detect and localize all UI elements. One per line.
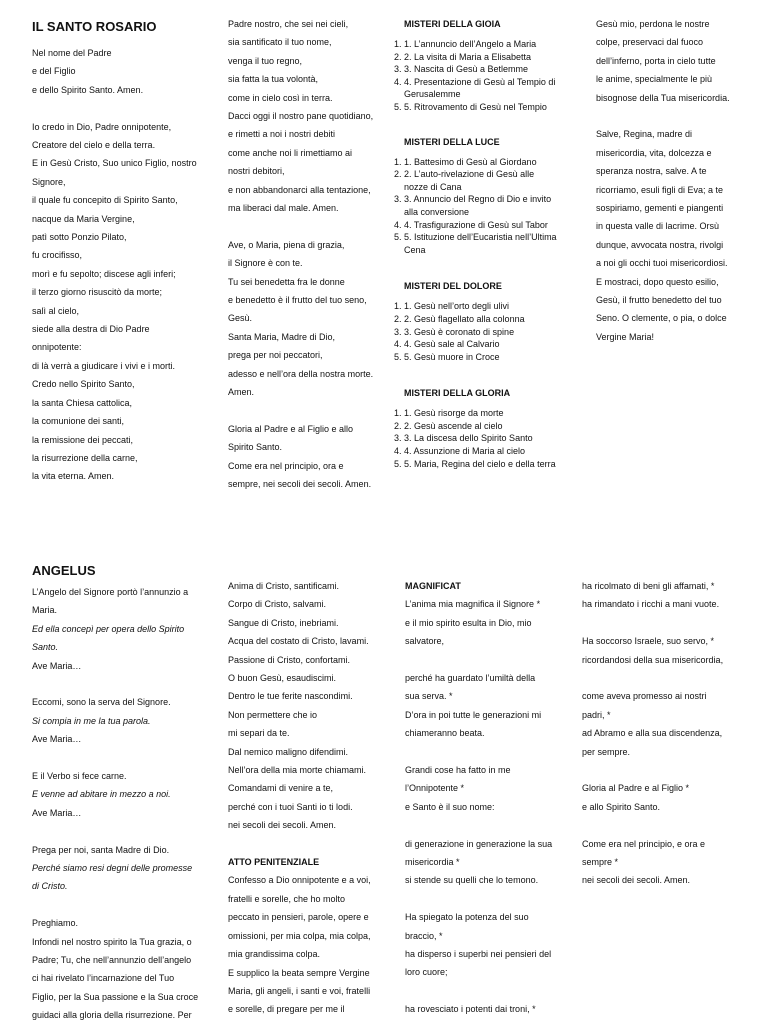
angelus-title: ANGELUS [32, 563, 96, 578]
list-item: 5. 5. Istituzione dell’Eucaristia nell’Ultima Cena [404, 231, 558, 256]
list-item: 2. 2. La visita di Maria a Elisabetta [404, 51, 558, 64]
angelus-col-1 [32, 562, 222, 1025]
angelus-col-3 [405, 577, 570, 1019]
misteri-gioia: MISTERI DELLA GIOIA 1. 1. L’annuncio dell’Angelo a Maria 2. 2. La visita di Maria a Elisabetta 3. 3. Nascita di Gesù a Betlemme 4. 4. Presentazione di Gesù al Tempio di Gerusalemme 5. 5. Ritrovamento di Gesù nel Tempio [386, 18, 558, 114]
angelus-text: L’Angelo del Signore portò l’annunzio a Maria. Ed ella concepì per opera dello Spirito Santo. Ave Maria… Eccomi, sono la serva del Signore. Si compia in me la tua parola. Ave Maria… E il Verbo si fece carne. E venne ad abitare in mezzo a noi. Ave Maria… Prega per noi, santa Madre di Dio. Perché siamo resi degni delle promesse di Cristo. Preghiamo. Infondi nel nostro spirito la Tua grazia, o Padre; Tu, che nell’annunzio dell’angelo ci hai rivelato l’incarnazione del Tuo Figlio, per la Sua passione e la Sua croce guidaci alla gloria della risurrezione. Per [32, 587, 199, 1021]
list-item: 4. 4. Trasfigurazione di Gesù sul Tabor [404, 219, 558, 232]
list-item: 5. 5. Gesù muore in Croce [404, 351, 558, 364]
list-item: 3. 3. Gesù è coronato di spine [404, 326, 558, 339]
list-item: 1. 1. L’annuncio dell’Angelo a Maria [404, 38, 558, 51]
salve-regina: Salve, Regina, madre di misericordia, vita, dolcezza e speranza nostra, salve. A te ricorriamo, esuli figli di Eva; a te sospiriamo, gementi e piangenti in questa valle di lacrime. Orsù dunque, avvocata nostra, rivolgi a noi gli occhi tuoi misericordiosi. E mostraci, dopo questo esilio, Gesù, il frutto benedetto del tuo Seno. O clemente, o pia, o dolce Vergine Maria! [596, 129, 728, 342]
misteri-dolore: MISTERI DEL DOLORE 1. 1. Gesù nell’orto degli ulivi 2. 2. Gesù flagellato alla colonna 3. 3. Gesù è coronato di spine 4. 4. Gesù sale al Calvario 5. 5. Gesù muore in Croce [386, 280, 558, 363]
rosario-col-1 [32, 18, 217, 486]
magnificat-continued: ha ricolmato di beni gli affamati, * ha rimandato i ricchi a mani vuote. Ha soccorso Israele, suo servo, * ricordandosi della sua misericordia, come aveva promesso ai nostri padri, * ad Abramo e alla sua discendenza, per sempre. Gloria al Padre e al Figlio * e allo Spirito Santo. Come era nel principio, e ora e sempre * nei secoli dei secoli. Amen. [582, 581, 724, 886]
list-item: 2. 2. Gesù ascende al cielo [404, 420, 558, 433]
magnificat-text: L’anima mia magnifica il Signore * e il mio spirito esulta in Dio, mio salvatore, perché ha guardato l’umiltà della sua serva. * D’ora in poi tutte le generazioni mi chiameranno beata. Grandi cose ha fatto in me l’Onnipotente * e Santo è il suo nome: di generazione in generazione la sua misericordia * si stende su quelli che lo temono. Ha spiegato la potenza del suo braccio, * ha disperso i superbi nei pensieri del loro cuore; ha rovesciato i potenti dai troni, * [405, 599, 553, 1015]
ave-maria: Ave, o Maria, piena di grazia, il Signore è con te. Tu sei benedetta fra le donne e benedetto è il frutto del tuo seno, Gesù. Santa Maria, Madre di Dio, prega per noi peccatori, adesso e nell’ora della nostra morte. Amen. [228, 239, 374, 398]
misteri-luce: MISTERI DELLA LUCE 1. 1. Battesimo di Gesù al Giordano 2. 2. L’auto-rivelazione di Gesù alle nozze di Cana 3. 3. Annuncio del Regno di Dio e invito alla conversione 4. 4. Trasfigurazione di Gesù sul Tabor 5. 5. Istituzione dell’Eucaristia nell’Ultima Cena [386, 136, 558, 257]
list-item: 2. 2. L’auto-rivelazione di Gesù alle nozze di Cana [404, 168, 558, 193]
sign-of-cross: Nel nome del Padre e del Figlio e dello Spirito Santo. Amen. [32, 48, 144, 95]
list-item: 5. 5. Maria, Regina del cielo e della terra [404, 458, 558, 471]
angelus-col-4 [582, 577, 762, 890]
list-item: 3. 3. Annuncio del Regno di Dio e invito alla conversione [404, 193, 558, 218]
angelus-col-2 [228, 577, 393, 1019]
list-item: 1. 1. Gesù risorge da morte [404, 407, 558, 420]
anima-christi: Anima di Cristo, santificami. Corpo di Cristo, salvami. Sangue di Cristo, inebriami. Acqua del costato di Cristo, lavami. Passione di Cristo, confortami. O buon Gesù, esaudiscimi. Dentro le tue ferite nascondimi. Non permettere che io mi separi da te. Dal nemico maligno difendimi. Nell’ora della mia morte chiamami. Comandami di venire a te, perché con i tuoi Santi io ti lodi. nei secoli dei secoli. Amen. [228, 581, 369, 831]
rosario-col-3-misteri [386, 18, 558, 470]
list-item: 1. 1. Battesimo di Gesù al Giordano [404, 156, 558, 169]
rosario-col-4 [596, 15, 766, 346]
magnificat-title: MAGNIFICAT [405, 581, 461, 591]
list-item: 4. 4. Gesù sale al Calvario [404, 338, 558, 351]
misteri-gloria: MISTERI DELLA GLORIA 1. 1. Gesù risorge da morte 2. 2. Gesù ascende al cielo 3. 3. La discesa dello Spirito Santo 4. 4. Assunzione di Maria al cielo 5. 5. Maria, Regina del cielo e della terra [386, 387, 558, 470]
list-item: 4. 4. Presentazione di Gesù al Tempio di Gerusalemme [404, 76, 558, 101]
penitenziale-title: ATTO PENITENZIALE [228, 857, 320, 868]
rosario-title: IL SANTO ROSARIO [32, 19, 157, 34]
fatima-prayer: Gesù mio, perdona le nostre colpe, preservaci dal fuoco dell’inferno, porta in cielo tutte le anime, specialmente le più bisognose della Tua misericordia. [596, 19, 730, 103]
list-item: 3. 3. La discesa dello Spirito Santo [404, 432, 558, 445]
list-item: 3. 3. Nascita di Gesù a Betlemme [404, 63, 558, 76]
list-item: 1. 1. Gesù nell’orto degli ulivi [404, 300, 558, 313]
gloria: Gloria al Padre e al Figlio e allo Spirito Santo. Come era nel principio, ora e sempre, nei secoli dei secoli. Amen. [228, 423, 372, 490]
credo: Io credo in Dio, Padre onnipotente, Creatore del cielo e della terra. E in Gesù Cristo, Suo unico Figlio, nostro Signore, il quale fu concepito di Spirito Santo, nacque da Maria Vergine, patì sotto Ponzio Pilato, fu crocifisso, morì e fu sepolto; discese agli inferi; il terzo giorno risuscitò da morte; salì al cielo, siede alla destra di Dio Padre onnipotente: di là verrà a giudicare i vivi e i morti. Credo nello Spirito Santo, la santa Chiesa cattolica, la comunione dei santi, la remissione dei peccati, la risurrezione della carne, la vita eterna. Amen. [32, 121, 197, 482]
rosario-col-2 [228, 15, 388, 494]
list-item: 5. 5. Ritrovamento di Gesù nel Tempio [404, 101, 558, 114]
confiteor: Confesso a Dio onnipotente e a voi, fratelli e sorelle, che ho molto peccato in pensieri, parole, opere e omissioni, per mia colpa, mia colpa, mia grandissima colpa. E supplico la beata sempre Vergine Maria, gli angeli, i santi e voi, fratelli e sorelle, di pregare per me il [228, 875, 371, 1015]
list-item: 2. 2. Gesù flagellato alla colonna [404, 313, 558, 326]
list-item: 4. 4. Assunzione di Maria al cielo [404, 445, 558, 458]
padre-nostro: Padre nostro, che sei nei cieli, sia santificato il tuo nome, venga il tuo regno, sia fatta la tua volontà, come in cielo così in terra. Dacci oggi il nostro pane quotidiano, e rimetti a noi i nostri debiti come anche noi li rimettiamo ai nostri debitori, e non abbandonarci alla tentazione, ma liberaci dal male. Amen. [228, 19, 374, 214]
